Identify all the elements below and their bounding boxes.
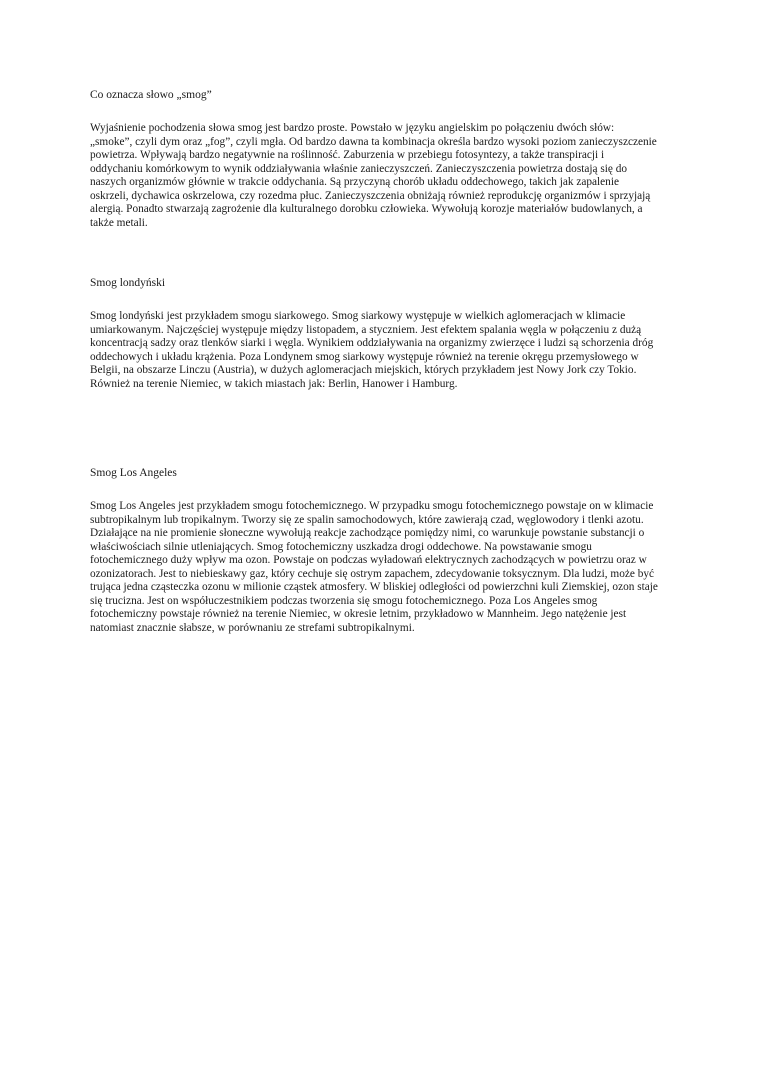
paragraph-line: Działające na nie promienie słoneczne wywołują reakcje zachodzące pomiędzy nimi, co warunkuje powstanie substancji o: [90, 527, 645, 539]
paragraph-line: ozonizatorach. Jest to niebieskawy gaz, który cechuje się ostrym zapachem, zdecydowanie toksycznym. Dla ludzi, może być: [90, 567, 655, 580]
paragraph-line: Belgii, na obszarze Linczu (Austria), w dużych aglomeracjach miejskich, których przykładem jest Nowy Jork czy Tokio.: [90, 364, 637, 376]
paragraph-line: Wyjaśnienie pochodzenia słowa smog jest bardzo proste. Powstało w języku angielskim po połączeniu dwóch słów:: [90, 122, 615, 134]
paragraph-line: Smog Los Angeles jest przykładem smogu fotochemicznego. W przypadku smogu fotochemicznego powstaje on w klimacie: [90, 500, 654, 512]
paragraph-line: fotochemiczny powstaje również na terenie Niemiec, w okresie letnim, przykładowo w Mannheim. Jego natężenie jest: [90, 608, 627, 620]
section-los-angeles-smog: [90, 466, 658, 635]
paragraph-line: trująca jedna cząsteczka ozonu w milionie cząstek atmosfery. W bliskiej odległości od powierzchni kuli Ziemskiej, ozon staje: [90, 581, 658, 593]
section-heading: Smog Los Angeles: [90, 467, 177, 479]
paragraph-line: koncentracją sadzy oraz tlenków siarki i węgla. Wynikiem oddziaływania na organizmy zwierzęce i ludzi są schorzenia dróg: [90, 337, 654, 349]
section-smog-meaning: [90, 88, 657, 230]
section-paragraph: [90, 122, 657, 230]
paragraph-line: subtropikalnym lub tropikalnym. Tworzy się ze spalin samochodowych, które zawierają czad, węglowodory i tlenki azotu.: [90, 513, 644, 526]
paragraph-line: także metali.: [90, 216, 148, 229]
paragraph-line: oskrzeli, dychawica oskrzelowa, czy rozedma płuc. Zanieczyszczenia obniżają również reprodukcję organizmów i sprzyjają: [90, 189, 651, 202]
paragraph-line: umiarkowanym. Najczęściej występuje między listopadem, a styczniem. Jest efektem spalania węgla w połączeniu z dużą: [90, 323, 642, 336]
paragraph-line: fotochemicznego duży wpływ ma ozon. Powstaje on podczas wyładowań elektrycznych zachodzących w powietrzu oraz w: [90, 554, 647, 566]
paragraph-line: Również na terenie Niemiec, w takich miastach jak: Berlin, Hanower i Hamburg.: [90, 377, 458, 390]
paragraph-line: się trucizna. Jest on współuczestnikiem podczas tworzenia się smogu fotochemicznego. Poza Los Angeles smog: [90, 594, 598, 607]
paragraph-line: właściwościach silnie utleniających. Smog fotochemiczny uszkadza drogi oddechowe. Na powstawanie smogu: [90, 540, 592, 553]
paragraph-line: alergią. Ponadto stwarzają zagrożenie dla kulturalnego dorobku człowieka. Wywołują korozje materiałów budowlanych, a: [90, 203, 643, 215]
section-paragraph: [90, 500, 658, 635]
section-heading: Co oznacza słowo „smog”: [90, 89, 212, 101]
section-paragraph: [90, 310, 653, 391]
paragraph-line: oddychaniu komórkowym to wynik oddziaływania właśnie zanieczyszczeń. Zanieczyszczenia powietrza dostają się do: [90, 162, 628, 175]
paragraph-line: powietrza. Wpływają bardzo negatywnie na roślinność. Zaburzenia w przebiegu fotosyntezy, a także transpiracji i: [90, 149, 605, 161]
paragraph-line: „smoke”, czyli dym oraz „fog”, czyli mgła. Od bardzo dawna ta kombinacja określa bardzo wysoki poziom zanieczyszczenie: [90, 135, 657, 148]
section-heading: Smog londyński: [90, 277, 166, 289]
section-london-smog: [90, 276, 653, 391]
paragraph-line: oddechowych i układu krążenia. Poza Londynem smog siarkowy występuje również na terenie okręgu przemysłowego w: [90, 350, 639, 363]
paragraph-line: Smog londyński jest przykładem smogu siarkowego. Smog siarkowy występuje w wielkich aglomeracjach w klimacie: [90, 310, 626, 322]
paragraph-line: naszych organizmów głównie w trakcie oddychania. Są przyczyną chorób układu oddechowego, takich jak zapalenie: [90, 176, 619, 188]
paragraph-line: natomiast znacznie słabsze, w porównaniu ze strefami subtropikalnymi.: [90, 621, 415, 634]
